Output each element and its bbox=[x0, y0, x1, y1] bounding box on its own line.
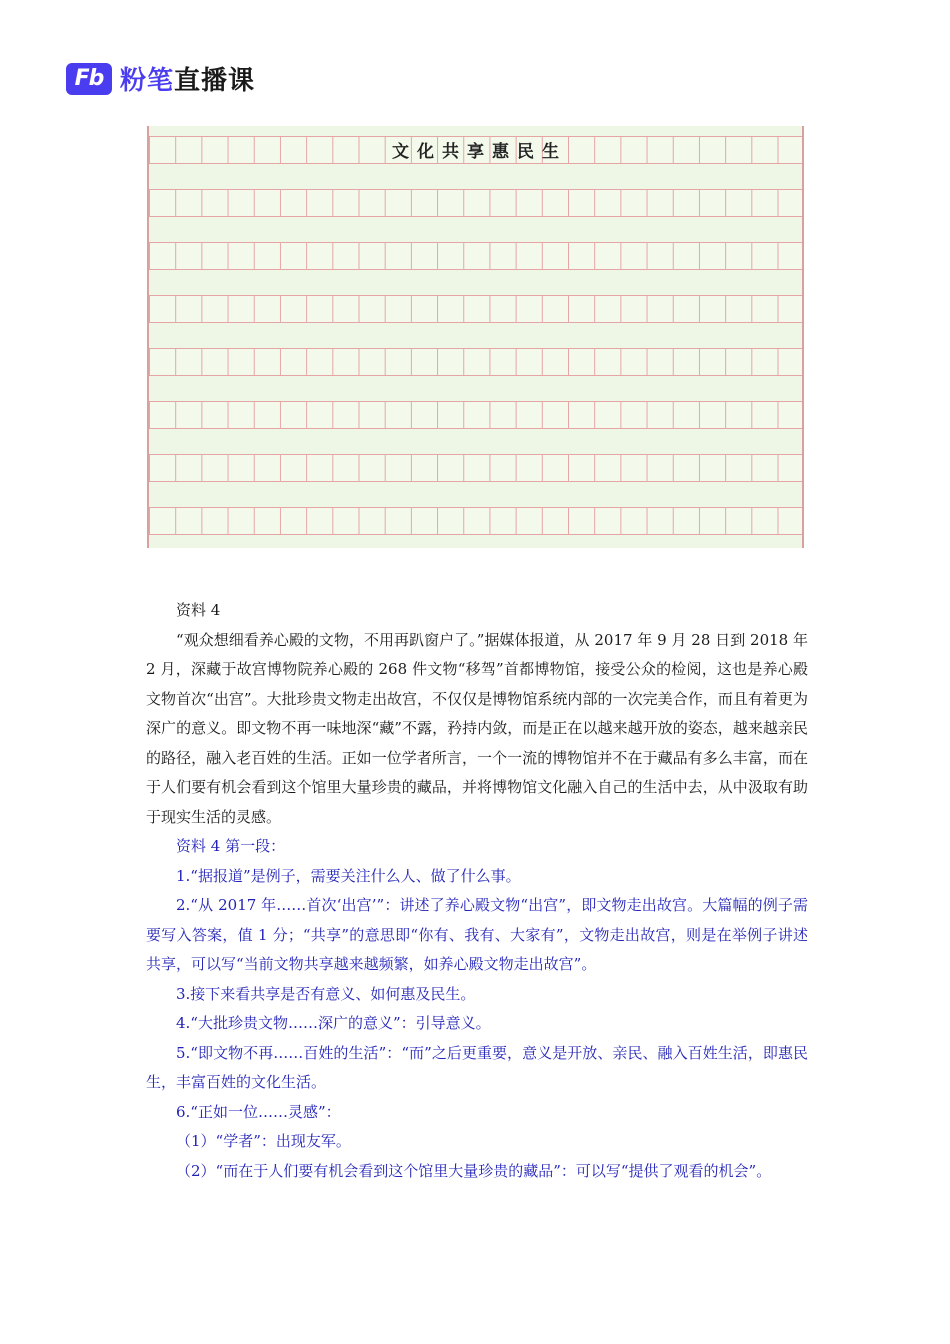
essay-title: 文化共享惠民生 bbox=[392, 142, 567, 162]
logo-brand: 粉笔 bbox=[120, 66, 175, 96]
grid-row bbox=[149, 401, 802, 429]
grid-row bbox=[149, 295, 802, 323]
grid-row bbox=[149, 189, 802, 217]
material-paragraph: “观众想细看养心殿的文物，不用再趴窗户了。”据媒体报道，从 2017 年 9 月 28 日到 2018 年 2 月，深藏于故宫博物院养心殿的 268 件文物“移驾”首都博物馆，接受公众的检阅，这也是养心殿文物首次“出宫”。大批珍贵文物走出故宫，不仅仅是博物馆系统内部的一次完美合作，而且有着更为深广的意义。即文物不再一味地深“藏”不露，矜持内敛，而是正在以越来越开放的姿态，越来越亲民的路径，融入老百姓的生活。正如一位学者所言，一个一流的博物馆并不在于藏品有多么丰富，而在于人们要有机会看到这个馆里大量珍贵的藏品，并将博物馆文化融入自己的生活中去，从中汲取有助于现实生活的灵感。 bbox=[146, 630, 808, 826]
analysis-point: 4.“大批珍贵文物……深广的意义”：引导意义。 bbox=[176, 1014, 491, 1032]
analysis-subpoint: （1）“学者”：出现友军。 bbox=[176, 1132, 351, 1150]
material-label: 资料 4 bbox=[176, 601, 221, 619]
analysis-point: 2.“从 2017 年……首次‘出宫’”：讲述了养心殿文物“出宫”，即文物走出故宫。大篇幅的例子需要写入答案，值 1 分；“共享”的意思即“你有、我有、大家有”，文物走出故宫，则是在举例子讲述共享，可以写“当前文物共享越来越频繁，如养心殿文物走出故宫”。 bbox=[146, 896, 808, 973]
analysis-point: 1.“据报道”是例子，需要关注什么人、做了什么事。 bbox=[176, 866, 521, 885]
grid-row bbox=[149, 507, 802, 535]
analysis-point: 3.接下来看共享是否有意义、如何惠及民生。 bbox=[176, 984, 476, 1003]
grid-row bbox=[149, 242, 802, 270]
logo bbox=[66, 60, 255, 97]
analysis-point: 5.“即文物不再……百姓的生活”：“而”之后更重要，意义是开放、亲民、融入百姓生活，即惠民生，丰富百姓的文化生活。 bbox=[146, 1043, 808, 1091]
analysis-heading: 资料 4 第一段： bbox=[176, 837, 286, 855]
document-body bbox=[146, 596, 808, 1186]
grid-row bbox=[149, 454, 802, 482]
fb-logo-icon: Fb bbox=[66, 63, 112, 95]
logo-suffix: 直播课 bbox=[174, 66, 256, 96]
grid-row bbox=[149, 348, 802, 376]
analysis-point: 6.“正如一位……灵感”： bbox=[176, 1102, 341, 1121]
logo-text bbox=[120, 60, 255, 97]
analysis-subpoint: （2）“而在于人们要有机会看到这个馆里大量珍贵的藏品”：可以写“提供了观看的机会”。 bbox=[176, 1161, 772, 1180]
composition-grid-paper bbox=[147, 126, 804, 548]
